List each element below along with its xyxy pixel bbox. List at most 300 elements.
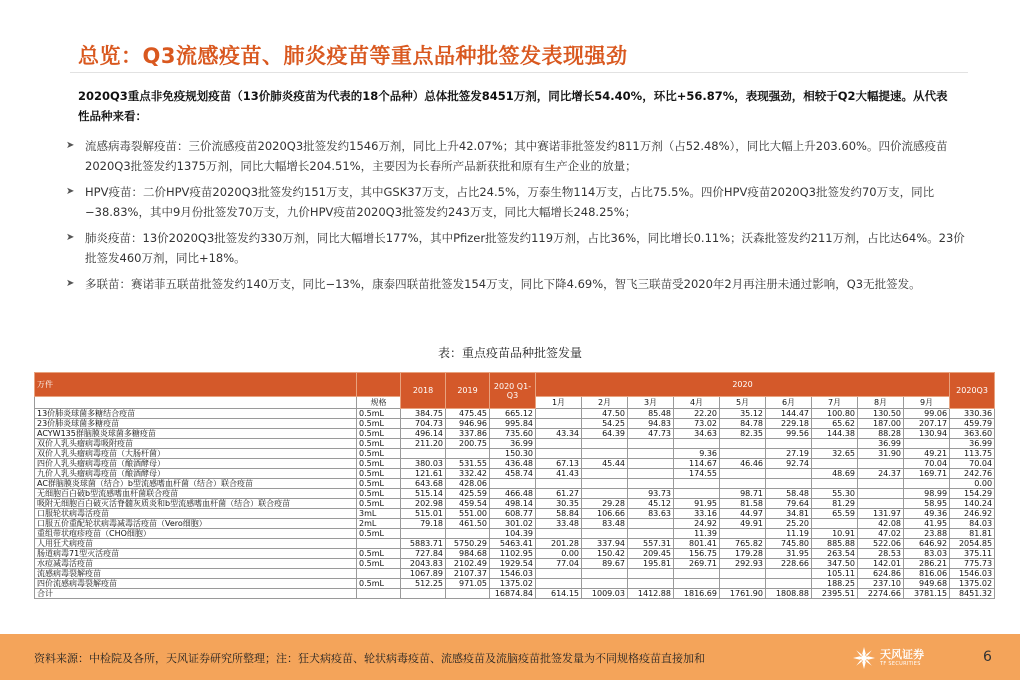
spec-cell: 0.5mL — [357, 459, 401, 469]
vaccine-name-cell: 口服五价重配轮状病毒减毒活疫苗（Vero细胞） — [35, 519, 357, 529]
value-cell — [582, 569, 628, 579]
value-cell: 765.82 — [720, 539, 766, 549]
value-cell: 229.18 — [766, 419, 812, 429]
spec-cell: 0.5mL — [357, 559, 401, 569]
value-cell: 209.45 — [628, 549, 674, 559]
value-cell — [582, 489, 628, 499]
subheader-spec: 规格 — [357, 397, 401, 409]
value-cell: 363.60 — [950, 429, 995, 439]
value-cell: 459.54 — [446, 499, 490, 509]
value-cell — [582, 579, 628, 589]
value-cell — [628, 519, 674, 529]
value-cell: 100.80 — [812, 409, 858, 419]
tianfeng-logo-icon — [852, 646, 876, 670]
bullet-text: 流感病毒裂解疫苗：三价流感疫苗2020Q3批签发约1546万剂，同比上升42.07%；其中赛诺菲批签发约811万剂（占52.48%），同比大幅上升203.60%。四价流感疫苗2020Q3批签发约1375万剂，同比大幅增长204.51%，主要因为长春所产品新获批和原有生产企业的放量； — [85, 139, 948, 173]
table-row — [35, 409, 995, 419]
vaccine-name-cell: 四价人乳头瘤病毒疫苗（酿酒酵母） — [35, 459, 357, 469]
intro-paragraph: 2020Q3重点非免疫规划疫苗（13价肺炎疫苗为代表的18个品种）总体批签发8451万剂，同比增长54.40%，环比+56.87%，表现强劲，相较于Q2大幅提速。从代表性品种来看： — [78, 89, 948, 123]
subheader-feb: 2月 — [582, 397, 628, 409]
value-cell — [904, 479, 950, 489]
value-cell: 140.24 — [950, 499, 995, 509]
table-row — [35, 549, 995, 559]
value-cell: 67.13 — [536, 459, 582, 469]
value-cell: 3781.15 — [904, 589, 950, 599]
value-cell: 113.75 — [950, 449, 995, 459]
bullet-flu — [66, 136, 966, 176]
value-cell: 24.37 — [858, 469, 904, 479]
value-cell: 1546.03 — [490, 569, 536, 579]
value-cell — [628, 469, 674, 479]
value-cell: 31.90 — [858, 449, 904, 459]
value-cell: 337.86 — [446, 429, 490, 439]
value-cell — [904, 439, 950, 449]
value-cell: 83.63 — [628, 509, 674, 519]
value-cell: 29.28 — [582, 499, 628, 509]
logo-name-cn: 天风证券 — [880, 647, 924, 661]
spec-cell: 3mL — [357, 509, 401, 519]
value-cell: 58.84 — [536, 509, 582, 519]
value-cell — [582, 479, 628, 489]
spec-cell — [357, 589, 401, 599]
value-cell: 384.75 — [401, 409, 446, 419]
value-cell: 36.99 — [490, 439, 536, 449]
value-cell — [536, 569, 582, 579]
value-cell — [628, 529, 674, 539]
value-cell — [812, 439, 858, 449]
value-cell: 984.68 — [446, 549, 490, 559]
value-cell — [674, 569, 720, 579]
value-cell: 2043.83 — [401, 559, 446, 569]
value-cell: 1929.54 — [490, 559, 536, 569]
value-cell: 81.81 — [950, 529, 995, 539]
spec-cell: 0.5mL — [357, 439, 401, 449]
arrow-icon: ➤ — [66, 140, 75, 151]
vaccine-table — [34, 372, 995, 599]
value-cell: 301.02 — [490, 519, 536, 529]
value-cell: 1067.89 — [401, 569, 446, 579]
table-row — [35, 589, 995, 599]
table-body — [35, 373, 995, 599]
value-cell: 49.36 — [904, 509, 950, 519]
value-cell: 64.39 — [582, 429, 628, 439]
table-row — [35, 509, 995, 519]
page-number: 6 — [983, 649, 992, 665]
vaccine-table-container — [34, 372, 993, 633]
value-cell — [720, 529, 766, 539]
spec-cell: 0.5mL — [357, 579, 401, 589]
bullet-hpv — [66, 182, 966, 222]
spec-cell: 0.5mL — [357, 499, 401, 509]
value-cell: 58.95 — [904, 499, 950, 509]
value-cell: 73.02 — [674, 419, 720, 429]
spec-cell: 2mL — [357, 519, 401, 529]
value-cell: 58.48 — [766, 489, 812, 499]
value-cell: 263.54 — [812, 549, 858, 559]
value-cell: 2107.37 — [446, 569, 490, 579]
value-cell: 2395.51 — [812, 589, 858, 599]
subheader-jul: 7月 — [812, 397, 858, 409]
value-cell — [720, 469, 766, 479]
value-cell: 45.44 — [582, 459, 628, 469]
value-cell: 156.75 — [674, 549, 720, 559]
value-cell: 0.00 — [950, 479, 995, 489]
value-cell: 801.41 — [674, 539, 720, 549]
value-cell: 99.56 — [766, 429, 812, 439]
value-cell: 55.30 — [812, 489, 858, 499]
arrow-icon: ➤ — [66, 278, 75, 289]
value-cell: 34.81 — [766, 509, 812, 519]
header-blank — [357, 373, 401, 397]
value-cell — [582, 529, 628, 539]
value-cell: 144.38 — [812, 429, 858, 439]
table-row — [35, 519, 995, 529]
value-cell: 207.17 — [904, 419, 950, 429]
value-cell: 8451.32 — [950, 589, 995, 599]
value-cell: 330.36 — [950, 409, 995, 419]
value-cell: 380.03 — [401, 459, 446, 469]
value-cell: 614.15 — [536, 589, 582, 599]
value-cell: 105.11 — [812, 569, 858, 579]
subheader-aug: 8月 — [858, 397, 904, 409]
value-cell — [490, 479, 536, 489]
value-cell — [812, 459, 858, 469]
value-cell: 81.58 — [720, 499, 766, 509]
vaccine-name-cell: ACYW135群脑膜炎球菌多糖疫苗 — [35, 429, 357, 439]
value-cell: 41.95 — [904, 519, 950, 529]
value-cell: 130.94 — [904, 429, 950, 439]
value-cell — [536, 419, 582, 429]
value-cell — [628, 449, 674, 459]
value-cell: 1808.88 — [766, 589, 812, 599]
value-cell: 292.93 — [720, 559, 766, 569]
value-cell — [766, 579, 812, 589]
value-cell: 47.02 — [858, 529, 904, 539]
table-row — [35, 559, 995, 569]
value-cell — [628, 579, 674, 589]
vaccine-name-cell: 吸附无细胞百白破灭活脊髓灰质炎和b型流感嗜血杆菌（结合）联合疫苗 — [35, 499, 357, 509]
value-cell — [628, 479, 674, 489]
value-cell: 169.71 — [904, 469, 950, 479]
table-row — [35, 449, 995, 459]
value-cell: 84.78 — [720, 419, 766, 429]
subheader-mar: 3月 — [628, 397, 674, 409]
value-cell: 551.00 — [446, 509, 490, 519]
value-cell: 98.71 — [720, 489, 766, 499]
value-cell: 1761.90 — [720, 589, 766, 599]
vaccine-name-cell: 无细胞百白破b型流感嗜血杆菌联合疫苗 — [35, 489, 357, 499]
subheader-jun: 6月 — [766, 397, 812, 409]
table-row — [35, 459, 995, 469]
value-cell — [766, 479, 812, 489]
value-cell: 121.61 — [401, 469, 446, 479]
value-cell: 949.68 — [904, 579, 950, 589]
value-cell — [628, 569, 674, 579]
value-cell: 195.81 — [628, 559, 674, 569]
value-cell: 42.08 — [858, 519, 904, 529]
value-cell: 466.48 — [490, 489, 536, 499]
value-cell — [858, 489, 904, 499]
value-cell: 45.12 — [628, 499, 674, 509]
value-cell: 48.69 — [812, 469, 858, 479]
value-cell — [582, 439, 628, 449]
value-cell — [628, 459, 674, 469]
value-cell: 428.06 — [446, 479, 490, 489]
vaccine-name-cell: 九价人乳头瘤病毒疫苗（酿酒酵母） — [35, 469, 357, 479]
value-cell: 47.50 — [582, 409, 628, 419]
value-cell: 2054.85 — [950, 539, 995, 549]
value-cell: 1375.02 — [950, 579, 995, 589]
value-cell: 557.31 — [628, 539, 674, 549]
value-cell: 43.34 — [536, 429, 582, 439]
value-cell: 25.20 — [766, 519, 812, 529]
value-cell: 83.03 — [904, 549, 950, 559]
value-cell — [582, 469, 628, 479]
value-cell: 130.50 — [858, 409, 904, 419]
value-cell: 33.16 — [674, 509, 720, 519]
subheader-jan: 1月 — [536, 397, 582, 409]
value-cell — [446, 589, 490, 599]
vaccine-name-cell: 23价肺炎球菌多糖疫苗 — [35, 419, 357, 429]
value-cell: 946.96 — [446, 419, 490, 429]
value-cell: 36.99 — [858, 439, 904, 449]
value-cell: 643.68 — [401, 479, 446, 489]
value-cell: 104.39 — [490, 529, 536, 539]
table-row — [35, 429, 995, 439]
table-row — [35, 479, 995, 489]
value-cell: 93.73 — [628, 489, 674, 499]
table-row — [35, 419, 995, 429]
value-cell: 337.94 — [582, 539, 628, 549]
value-cell: 23.88 — [904, 529, 950, 539]
header-2019: 2019 — [446, 373, 490, 409]
value-cell: 522.06 — [858, 539, 904, 549]
value-cell: 49.21 — [904, 449, 950, 459]
value-cell: 85.48 — [628, 409, 674, 419]
value-cell: 237.10 — [858, 579, 904, 589]
value-cell: 70.04 — [904, 459, 950, 469]
vaccine-name-cell: 口服轮状病毒活疫苗 — [35, 509, 357, 519]
value-cell: 28.53 — [858, 549, 904, 559]
value-cell: 885.88 — [812, 539, 858, 549]
spec-cell — [357, 539, 401, 549]
value-cell — [858, 479, 904, 489]
table-row — [35, 569, 995, 579]
value-cell — [812, 519, 858, 529]
value-cell: 1009.03 — [582, 589, 628, 599]
value-cell: 46.46 — [720, 459, 766, 469]
value-cell: 10.91 — [812, 529, 858, 539]
page-title: 总览：Q3流感疫苗、肺炎疫苗等重点品种批签发表现强劲 — [78, 44, 628, 68]
value-cell: 32.65 — [812, 449, 858, 459]
value-cell: 16874.84 — [490, 589, 536, 599]
arrow-icon: ➤ — [66, 232, 75, 243]
value-cell: 475.45 — [446, 409, 490, 419]
value-cell: 1816.69 — [674, 589, 720, 599]
value-cell: 98.99 — [904, 489, 950, 499]
value-cell — [401, 589, 446, 599]
table-row — [35, 499, 995, 509]
value-cell: 114.67 — [674, 459, 720, 469]
value-cell: 735.60 — [490, 429, 536, 439]
subheader-sep: 9月 — [904, 397, 950, 409]
bullet-text: 多联苗：赛诺菲五联苗批签发约140万支，同比−13%，康泰四联苗批签发154万支，同比下降4.69%，智飞三联苗受2020年2月再注册未通过影响，Q3无批签发。 — [85, 277, 921, 291]
bullet-text: 肺炎疫苗：13价2020Q3批签发约330万剂，同比大幅增长177%，其中Pfizer批签发约119万剂，占比36%，同比增长0.11%；沃森批签发约211万剂，占比达64%。23价批签发460万剂，同比+18%。 — [85, 231, 965, 265]
value-cell: 347.50 — [812, 559, 858, 569]
value-cell: 142.01 — [858, 559, 904, 569]
value-cell — [674, 439, 720, 449]
value-cell — [766, 569, 812, 579]
value-cell: 211.20 — [401, 439, 446, 449]
value-cell: 425.59 — [446, 489, 490, 499]
subheader-may: 5月 — [720, 397, 766, 409]
value-cell: 187.00 — [858, 419, 904, 429]
value-cell: 665.12 — [490, 409, 536, 419]
spec-cell: 0.5mL — [357, 549, 401, 559]
table-row — [35, 579, 995, 589]
header-2018: 2018 — [401, 373, 446, 409]
value-cell: 624.86 — [858, 569, 904, 579]
value-cell: 30.35 — [536, 499, 582, 509]
value-cell: 515.01 — [401, 509, 446, 519]
value-cell: 77.04 — [536, 559, 582, 569]
value-cell — [536, 579, 582, 589]
value-cell: 70.04 — [950, 459, 995, 469]
value-cell: 106.66 — [582, 509, 628, 519]
value-cell: 515.14 — [401, 489, 446, 499]
value-cell: 27.19 — [766, 449, 812, 459]
spec-cell: 0.5mL — [357, 409, 401, 419]
value-cell — [446, 449, 490, 459]
value-cell — [536, 479, 582, 489]
value-cell — [720, 569, 766, 579]
value-cell — [766, 439, 812, 449]
value-cell: 201.28 — [536, 539, 582, 549]
vaccine-name-cell: 人用狂犬病疫苗 — [35, 539, 357, 549]
table-row — [35, 469, 995, 479]
value-cell — [720, 439, 766, 449]
value-cell: 459.79 — [950, 419, 995, 429]
value-cell: 35.12 — [720, 409, 766, 419]
value-cell — [858, 499, 904, 509]
value-cell: 498.14 — [490, 499, 536, 509]
table-row — [35, 529, 995, 539]
subheader-blank — [35, 397, 357, 409]
value-cell: 458.74 — [490, 469, 536, 479]
value-cell — [628, 439, 674, 449]
title-divider — [70, 72, 968, 73]
value-cell: 646.92 — [904, 539, 950, 549]
table-row — [35, 539, 995, 549]
header-unit: 万件 — [35, 373, 357, 397]
spec-cell: 0.5mL — [357, 479, 401, 489]
value-cell — [674, 489, 720, 499]
table-row — [35, 489, 995, 499]
value-cell: 61.27 — [536, 489, 582, 499]
value-cell: 150.30 — [490, 449, 536, 459]
value-cell: 36.99 — [950, 439, 995, 449]
logo-text — [880, 649, 924, 668]
value-cell: 92.74 — [766, 459, 812, 469]
value-cell: 188.25 — [812, 579, 858, 589]
bullet-text: HPV疫苗：二价HPV疫苗2020Q3批签发约151万支，其中GSK37万支，占比24.5%，万泰生物114万支，占比75.5%。四价HPV疫苗2020Q3批签发约70万支，同比−38.83%，其中9月份批签发70万支，九价HPV疫苗2020Q3批签发约243万支，同比大幅增长248.25%； — [85, 185, 935, 219]
value-cell: 54.25 — [582, 419, 628, 429]
value-cell — [536, 409, 582, 419]
vaccine-name-cell: 双价人乳头瘤病毒疫苗（大肠杆菌） — [35, 449, 357, 459]
value-cell — [401, 529, 446, 539]
value-cell: 608.77 — [490, 509, 536, 519]
value-cell: 246.92 — [950, 509, 995, 519]
value-cell: 9.36 — [674, 449, 720, 459]
value-cell: 91.95 — [674, 499, 720, 509]
header-2020q3: 2020Q3 — [950, 373, 995, 409]
value-cell: 44.97 — [720, 509, 766, 519]
value-cell: 144.47 — [766, 409, 812, 419]
value-cell: 1102.95 — [490, 549, 536, 559]
value-cell — [582, 449, 628, 459]
value-cell — [536, 529, 582, 539]
value-cell: 727.84 — [401, 549, 446, 559]
value-cell: 131.97 — [858, 509, 904, 519]
table-header-row — [35, 373, 995, 397]
spec-cell: 0.5mL — [357, 529, 401, 539]
value-cell: 82.35 — [720, 429, 766, 439]
vaccine-name-cell: 肠道病毒71型灭活疫苗 — [35, 549, 357, 559]
value-cell: 2102.49 — [446, 559, 490, 569]
value-cell: 150.42 — [582, 549, 628, 559]
value-cell: 89.67 — [582, 559, 628, 569]
value-cell: 154.29 — [950, 489, 995, 499]
value-cell: 0.00 — [536, 549, 582, 559]
header-2020: 2020 — [536, 373, 950, 397]
arrow-icon: ➤ — [66, 186, 75, 197]
value-cell: 47.73 — [628, 429, 674, 439]
value-cell: 461.50 — [446, 519, 490, 529]
spec-cell — [357, 569, 401, 579]
value-cell: 174.55 — [674, 469, 720, 479]
value-cell: 242.76 — [950, 469, 995, 479]
value-cell: 94.83 — [628, 419, 674, 429]
value-cell: 81.29 — [812, 499, 858, 509]
spec-cell: 0.5mL — [357, 449, 401, 459]
value-cell: 1375.02 — [490, 579, 536, 589]
company-logo — [852, 644, 948, 672]
value-cell: 79.64 — [766, 499, 812, 509]
value-cell: 34.63 — [674, 429, 720, 439]
value-cell: 269.71 — [674, 559, 720, 569]
vaccine-name-cell: 13价肺炎球菌多糖结合疫苗 — [35, 409, 357, 419]
vaccine-name-cell: AC群脑膜炎球菌（结合）b型流感嗜血杆菌（结合）联合疫苗 — [35, 479, 357, 489]
value-cell: 775.73 — [950, 559, 995, 569]
value-cell — [766, 469, 812, 479]
value-cell: 22.20 — [674, 409, 720, 419]
value-cell: 971.05 — [446, 579, 490, 589]
value-cell: 995.84 — [490, 419, 536, 429]
value-cell — [720, 579, 766, 589]
value-cell: 332.42 — [446, 469, 490, 479]
value-cell — [720, 449, 766, 459]
bullet-list — [66, 136, 966, 300]
value-cell: 31.95 — [766, 549, 812, 559]
value-cell: 65.59 — [812, 509, 858, 519]
value-cell: 88.28 — [858, 429, 904, 439]
value-cell: 704.73 — [401, 419, 446, 429]
header-2020q1q3: 2020 Q1-Q3 — [490, 373, 536, 409]
bullet-combo — [66, 274, 966, 294]
value-cell: 375.11 — [950, 549, 995, 559]
value-cell: 228.66 — [766, 559, 812, 569]
value-cell — [720, 479, 766, 489]
value-cell: 200.75 — [446, 439, 490, 449]
